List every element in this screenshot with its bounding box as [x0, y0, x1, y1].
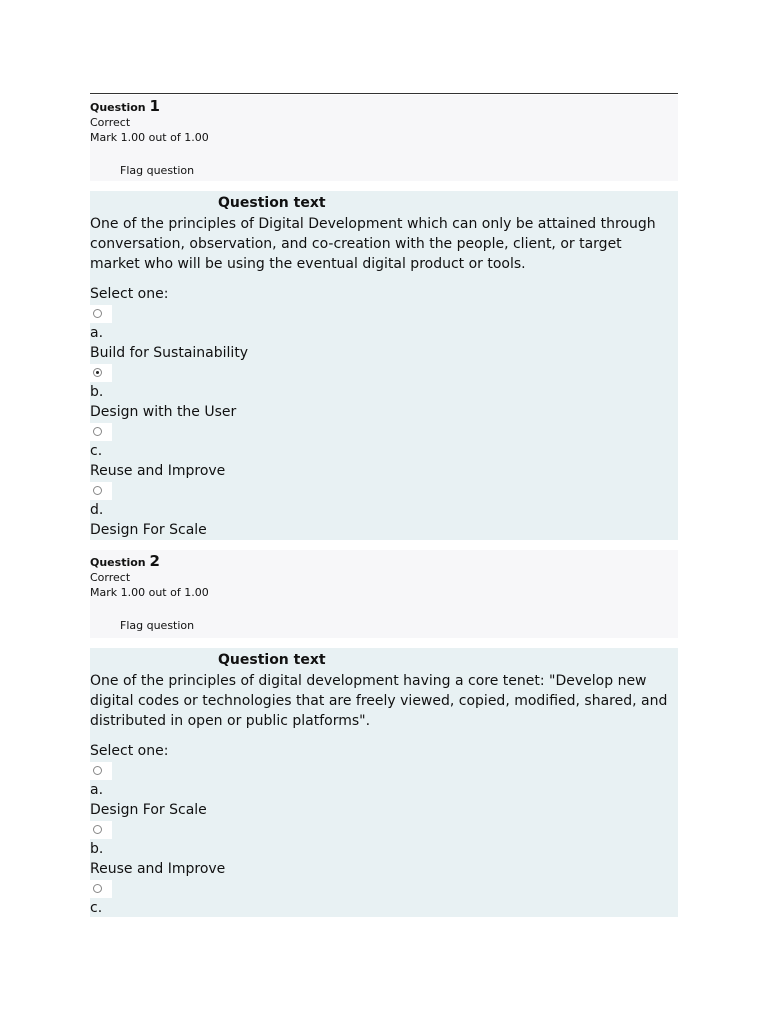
option-d-label[interactable]: Design For Scale — [90, 522, 207, 538]
option-d-radio[interactable] — [93, 486, 102, 495]
option-c-label[interactable]: Reuse and Improve — [90, 463, 226, 479]
flag-question-link[interactable]: Flag question — [120, 164, 195, 177]
option-d-radio-wrap — [90, 482, 112, 500]
option-b-radio-wrap — [90, 364, 112, 382]
question-mark: Mark 1.00 out of 1.00 — [90, 586, 209, 599]
question-text: One of the principles of digital development having a core tenet: "Develop new digital codes or technologies that are freely viewed, copied, modified, shared, and distributed in open or public platforms". — [90, 673, 668, 729]
question-label: Question — [90, 101, 146, 114]
option-b-radio[interactable] — [93, 368, 102, 377]
option-c-letter: c. — [90, 900, 103, 916]
question-number: 1 — [149, 97, 160, 115]
question-mark: Mark 1.00 out of 1.00 — [90, 131, 209, 144]
option-b-radio-wrap — [90, 821, 112, 839]
question-label: Question — [90, 556, 146, 569]
option-a-radio-wrap — [90, 762, 112, 780]
option-a-radio[interactable] — [93, 766, 102, 775]
question-state: Correct — [90, 571, 131, 584]
question-state: Correct — [90, 116, 131, 129]
option-a-radio-wrap — [90, 305, 112, 323]
question-1-content — [90, 191, 678, 540]
option-a-letter: a. — [90, 325, 104, 341]
option-c-radio[interactable] — [93, 884, 102, 893]
flag-question-link[interactable]: Flag question — [120, 619, 195, 632]
question-2-content — [90, 648, 678, 917]
question-2-header — [90, 554, 678, 570]
question-1-header — [90, 99, 678, 115]
top-divider — [90, 93, 678, 94]
select-one-prompt: Select one: — [90, 286, 169, 302]
option-b-label[interactable]: Design with the User — [90, 404, 237, 420]
question-text-heading: Question text — [218, 652, 326, 668]
option-b-label[interactable]: Reuse and Improve — [90, 861, 226, 877]
option-c-letter: c. — [90, 443, 103, 459]
option-b-letter: b. — [90, 841, 104, 857]
option-c-radio-wrap — [90, 423, 112, 441]
option-a-letter: a. — [90, 782, 104, 798]
option-b-letter: b. — [90, 384, 104, 400]
option-d-letter: d. — [90, 502, 104, 518]
option-a-label[interactable]: Build for Sustainability — [90, 345, 249, 361]
question-text: One of the principles of Digital Development which can only be attained through conversation, observation, and co-creation with the people, client, or target market who will be using the eventual digital product or tools. — [90, 216, 656, 272]
question-text-heading: Question text — [218, 195, 326, 211]
question-number: 2 — [149, 552, 160, 570]
question-2-info — [90, 550, 678, 638]
option-b-radio[interactable] — [93, 825, 102, 834]
option-c-radio[interactable] — [93, 427, 102, 436]
option-c-radio-wrap — [90, 880, 112, 898]
option-a-radio[interactable] — [93, 309, 102, 318]
select-one-prompt: Select one: — [90, 743, 169, 759]
question-1-info — [90, 95, 678, 181]
option-a-label[interactable]: Design For Scale — [90, 802, 207, 818]
